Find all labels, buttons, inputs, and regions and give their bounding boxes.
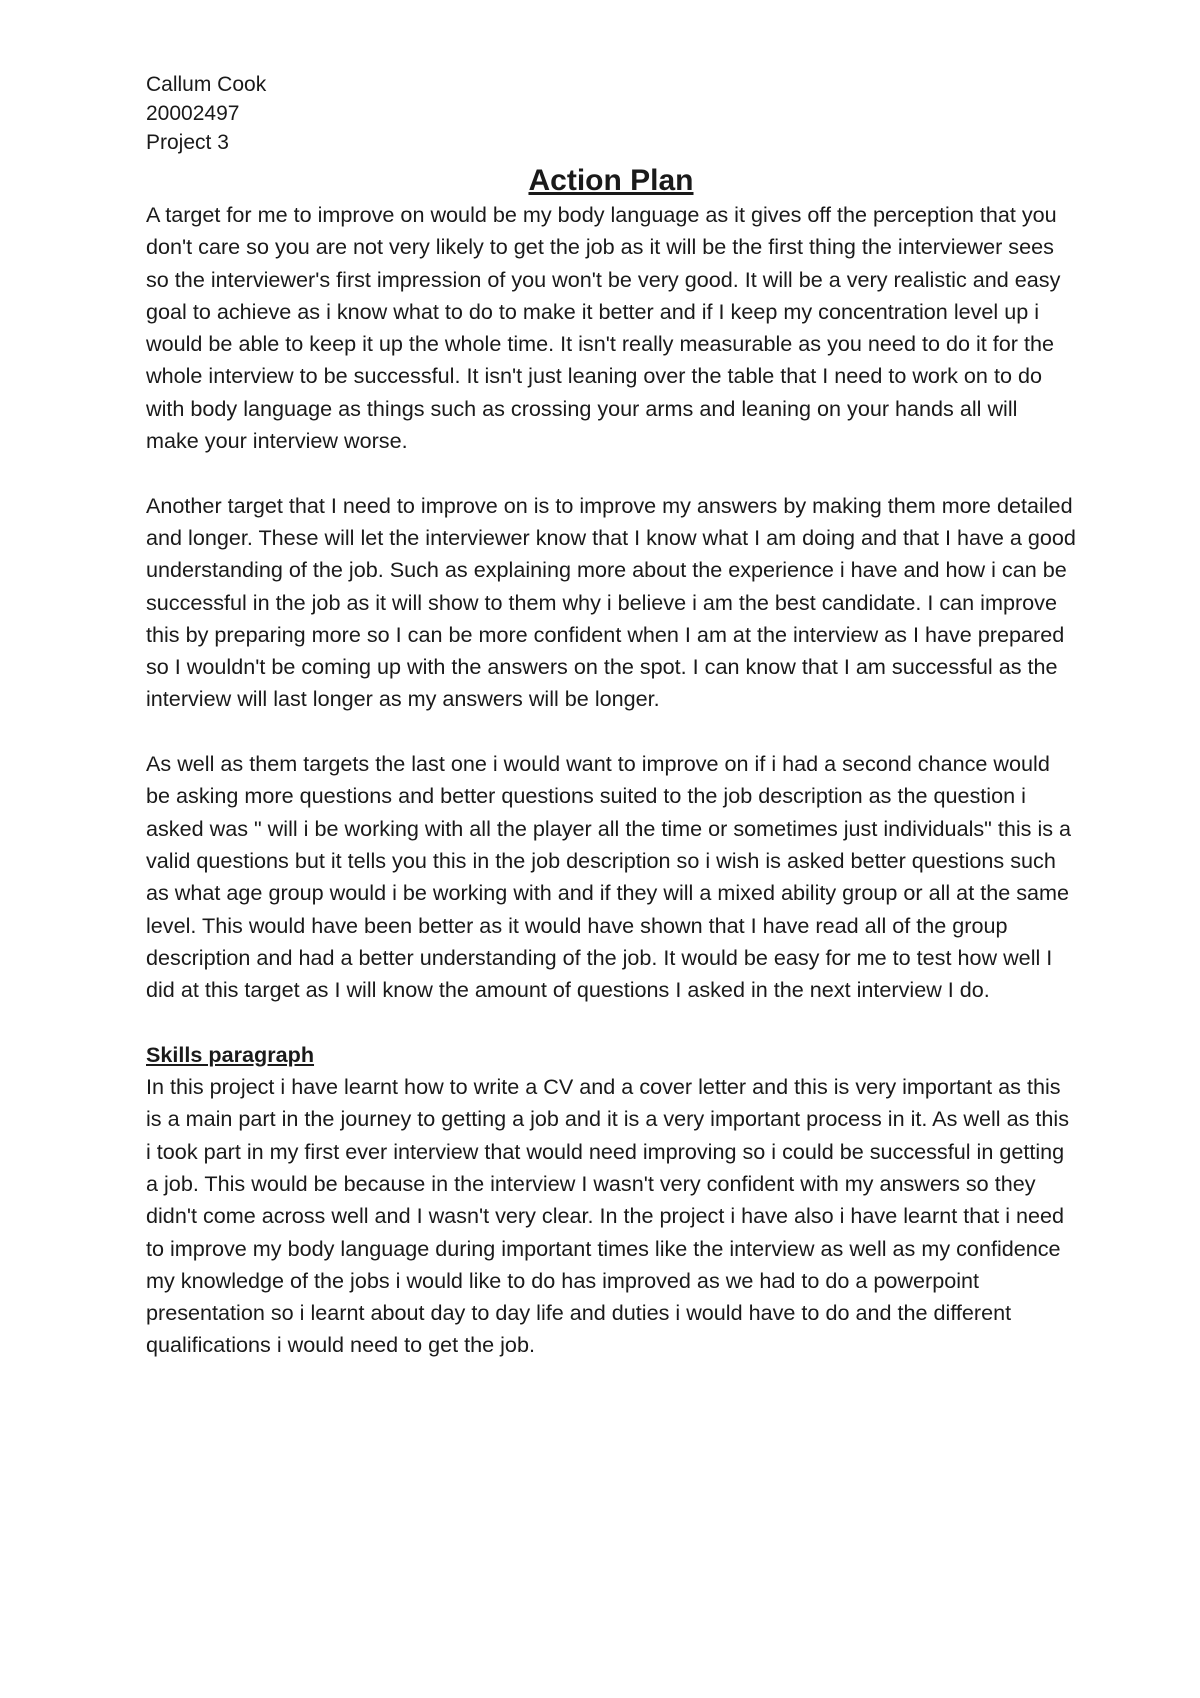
document-page — [146, 70, 1076, 1362]
author-name: Callum Cook — [146, 73, 267, 96]
skills-paragraph: In this project i have learnt how to write a CV and a cover letter and this is very important as this is a main part in the journey to getting a job and it is a very important process in it. As well as this i took part in my first ever interview that would need improving so i could be successful in getting a job. This would be because in the interview I wasn't very confident with my answers so they didn't come across well and I wasn't very clear. In the project i have also i have learnt that i need to improve my body language during important times like the interview as well as my confidence my knowledge of the jobs i would like to do has improved as we had to do a powerpoint presentation so i learnt about day to day life and duties i would have to do and the different qualifications i would need to get the job. — [146, 1074, 1069, 1358]
body-paragraph: A target for me to improve on would be my body language as it gives off the perception that you don't care so you are not very likely to get the job as it will be the first thing the interviewer sees so the interviewer's first impression of you won't be very good. It will be a very realistic and easy goal to achieve as i know what to do to make it better and if I keep my concentration level up i would be able to keep it up the whole time. It isn't really measurable as you need to do it for the whole interview to be successful. It isn't just leaning over the table that I need to work on to do with body language as things such as crossing your arms and leaning on your hands all will make your interview worse. — [146, 202, 1061, 454]
body-paragraph: As well as them targets the last one i would want to improve on if i had a second chance would be asking more questions and better questions suited to the job description as the question i asked was " will i be working with all the player all the time or sometimes just individuals" this is a valid questions but it tells you this in the job description so i wish is asked better questions such as what age group would i be working with and if they will a mixed ability group or all at the same level. This would have been better as it would have shown that I have read all of the group description and had a better understanding of the job. It would be easy for me to test how well I did at this target as I will know the amount of questions I asked in the next interview I do. — [146, 751, 1072, 1003]
skills-heading: Skills paragraph — [146, 1041, 315, 1067]
document-title: Action Plan — [528, 164, 694, 197]
body-paragraph: Another target that I need to improve on is to improve my answers by making them more detailed and longer. These will let the interviewer know that I know what I am doing and that I have a good understanding of the job. Such as explaining more about the experience i have and how i can be successful in the job as it will show to them why i believe i am the best candidate. I can improve this by preparing more so I can be more confident when I am at the interview as I have prepared so I wouldn't be coming up with the answers on the spot. I can know that I am successful as the interview will last longer as my answers will be longer. — [146, 492, 1076, 712]
project-label: Project 3 — [146, 131, 229, 154]
student-id: 20002497 — [146, 102, 240, 125]
